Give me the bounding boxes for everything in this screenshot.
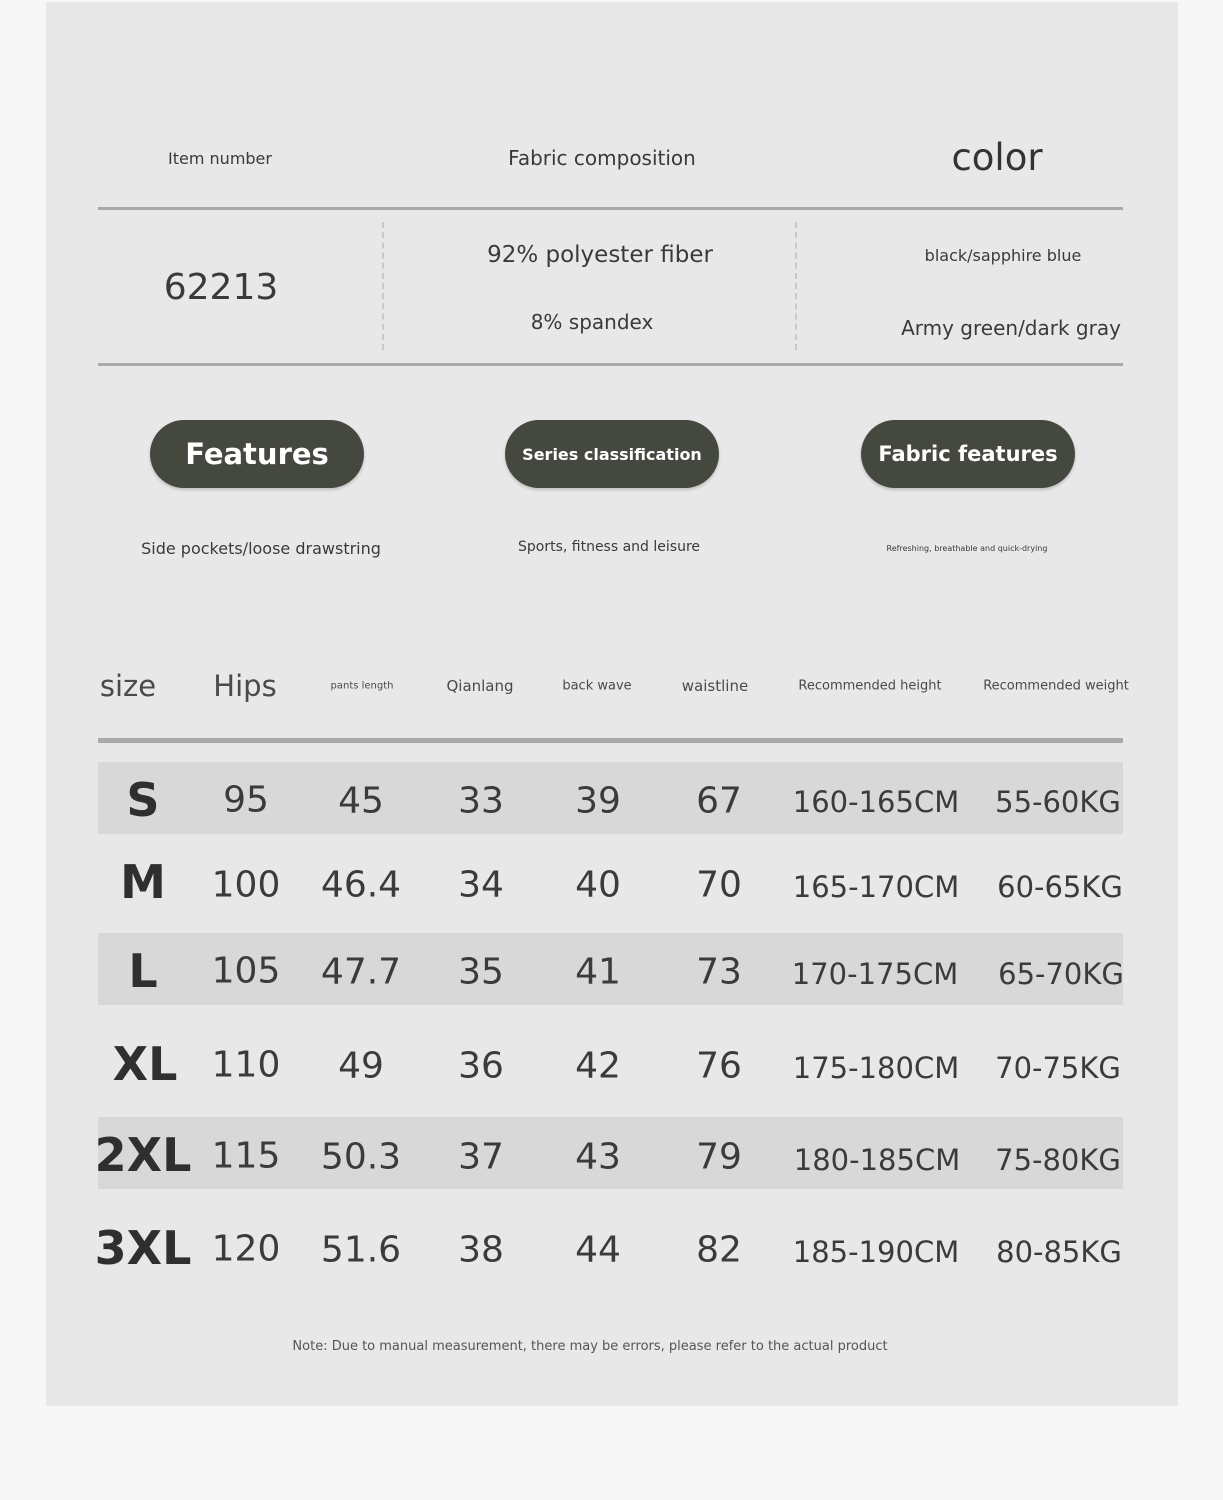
row-pants-length: 51.6 — [320, 1229, 402, 1271]
row-back-wave: 44 — [575, 1229, 621, 1271]
row-hips: 120 — [211, 1228, 281, 1270]
col-pants-length: pants length — [330, 680, 394, 692]
row-recommended-height: 170-175CM — [791, 957, 959, 991]
row-size: S — [126, 773, 160, 827]
row-hips: 110 — [211, 1044, 281, 1086]
row-recommended-height: 175-180CM — [792, 1051, 960, 1085]
measurement-note: Note: Due to manual measurement, there may be errors, please refer to the actual product — [292, 1339, 888, 1354]
row-qianlang: 38 — [458, 1229, 504, 1271]
fabric-features-description: Refreshing, breathable and quick-drying — [886, 544, 1048, 553]
row-size: XL — [112, 1037, 178, 1091]
color-line-2: Army green/dark gray — [901, 316, 1121, 340]
row-back-wave: 41 — [575, 951, 621, 993]
col-qianlang: Qianlang — [446, 677, 514, 695]
row-qianlang: 34 — [458, 864, 504, 906]
row-hips: 105 — [211, 950, 281, 992]
row-waistline: 82 — [696, 1229, 742, 1271]
color-line-1: black/sapphire blue — [924, 246, 1082, 265]
row-pants-length: 46.4 — [320, 864, 402, 906]
info-bottom-rule — [98, 363, 1123, 366]
row-recommended-height: 165-170CM — [792, 870, 960, 904]
row-back-wave: 39 — [575, 780, 621, 822]
row-recommended-height: 160-165CM — [792, 785, 960, 819]
row-recommended-weight: 75-80KG — [995, 1143, 1121, 1177]
row-pants-length: 47.7 — [320, 951, 402, 993]
series-classification-pill: Series classification — [505, 420, 719, 488]
row-recommended-height: 185-190CM — [792, 1235, 960, 1269]
row-waistline: 79 — [696, 1136, 742, 1178]
row-back-wave: 43 — [575, 1136, 621, 1178]
row-waistline: 70 — [696, 864, 742, 906]
row-waistline: 73 — [696, 951, 742, 993]
row-recommended-weight: 80-85KG — [996, 1235, 1122, 1269]
fabric-features-pill: Fabric features — [861, 420, 1075, 488]
row-pants-length: 49 — [338, 1045, 384, 1087]
row-recommended-weight: 60-65KG — [997, 870, 1123, 904]
info-divider-2 — [795, 222, 797, 350]
row-back-wave: 40 — [575, 864, 621, 906]
row-back-wave: 42 — [575, 1045, 621, 1087]
row-recommended-weight: 70-75KG — [995, 1051, 1121, 1085]
row-waistline: 76 — [696, 1045, 742, 1087]
item-number-header: Item number — [168, 149, 272, 168]
fabric-composition-header: Fabric composition — [508, 146, 696, 170]
row-size: 3XL — [94, 1221, 192, 1275]
series-description: Sports, fitness and leisure — [517, 539, 701, 555]
size-chart-panel — [46, 2, 1178, 1406]
row-qianlang: 36 — [458, 1045, 504, 1087]
col-back-wave: back wave — [562, 678, 632, 694]
row-waistline: 67 — [696, 780, 742, 822]
row-size: L — [128, 944, 158, 998]
info-top-rule — [98, 207, 1123, 210]
row-hips: 95 — [223, 779, 269, 821]
features-pill: Features — [150, 420, 364, 488]
row-qianlang: 33 — [458, 780, 504, 822]
info-divider-1 — [382, 222, 384, 350]
fabric-line-2: 8% spandex — [530, 310, 654, 334]
row-hips: 100 — [211, 864, 281, 906]
row-qianlang: 35 — [458, 951, 504, 993]
row-pants-length: 50.3 — [320, 1136, 402, 1178]
row-pants-length: 45 — [338, 780, 384, 822]
row-recommended-weight: 65-70KG — [998, 957, 1124, 991]
col-hips: Hips — [213, 669, 277, 703]
col-size: size — [99, 669, 157, 703]
row-size: 2XL — [94, 1128, 192, 1182]
col-waistline: waistline — [681, 677, 749, 695]
row-size: M — [120, 855, 166, 909]
row-recommended-height: 180-185CM — [793, 1143, 961, 1177]
item-number-value: 62213 — [163, 267, 279, 308]
fabric-line-1: 92% polyester fiber — [487, 242, 713, 268]
row-recommended-weight: 55-60KG — [995, 785, 1121, 819]
col-recommended-weight: Recommended weight — [983, 678, 1129, 694]
features-description: Side pockets/loose drawstring — [141, 539, 381, 558]
color-header: color — [951, 136, 1043, 179]
col-recommended-height: Recommended height — [798, 678, 942, 694]
table-header-rule — [98, 738, 1123, 743]
row-qianlang: 37 — [458, 1136, 504, 1178]
row-hips: 115 — [211, 1135, 281, 1177]
